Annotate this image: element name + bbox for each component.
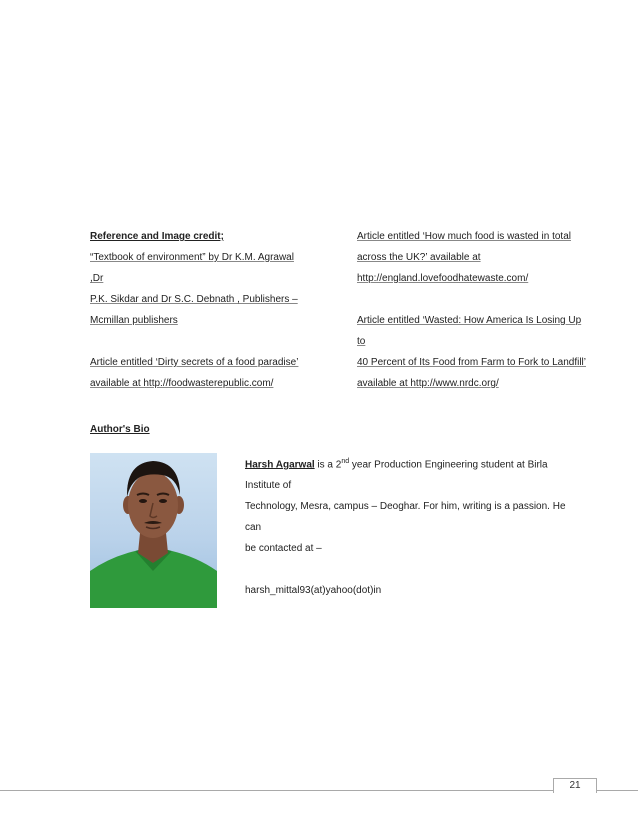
reference-line: “Textbook of environment” by Dr K.M. Agrawal ,Dr <box>90 252 294 284</box>
references-left-column <box>90 226 310 394</box>
reference-line: available at http://foodwasterepublic.com/ <box>90 378 274 389</box>
reference-line: Article entitled ‘Wasted: How America Is Losing Up to <box>357 315 582 347</box>
page-number-box <box>553 778 597 793</box>
bio-line: be contacted at – <box>245 543 322 555</box>
ordinal-superscript: nd <box>341 458 350 465</box>
reference-line: Article entitled ‘Dirty secrets of a food paradise’ <box>90 357 299 368</box>
reference-line: available at http://www.nrdc.org/ <box>357 378 499 389</box>
footer-divider <box>0 790 638 791</box>
bio-line <box>245 451 580 496</box>
author-contact: harsh_mittal93(at)yahoo(dot)in <box>245 585 382 597</box>
references-right-column <box>357 226 592 394</box>
reference-line: 40 Percent of Its Food from Farm to Fork to Landfill’ <box>357 357 586 368</box>
author-portrait-illustration <box>90 453 217 608</box>
reference-line: P.K. Sikdar and Dr S.C. Debnath , Publishers – <box>90 294 298 305</box>
bio-text-fragment: year Production Engineering student at Birla Institute of <box>245 459 548 492</box>
references-heading: Reference and Image credit; <box>90 231 224 242</box>
reference-line: http://england.lovefoodhatewaste.com/ <box>357 273 529 284</box>
reference-line: Mcmillan publishers <box>90 315 178 326</box>
author-bio-text <box>245 451 580 601</box>
reference-line: Article entitled ‘How much food is wasted in total <box>357 231 571 242</box>
bio-line: Technology, Mesra, campus – Deoghar. For him, writing is a passion. He can <box>245 501 566 534</box>
author-bio-heading: Author's Bio <box>90 424 150 435</box>
author-name: Harsh Agarwal <box>245 459 315 471</box>
reference-line: across the UK?’ available at <box>357 252 481 263</box>
page-number: 21 <box>569 780 581 791</box>
author-photo <box>90 453 217 608</box>
bio-text-fragment: is a 2 <box>314 459 342 471</box>
